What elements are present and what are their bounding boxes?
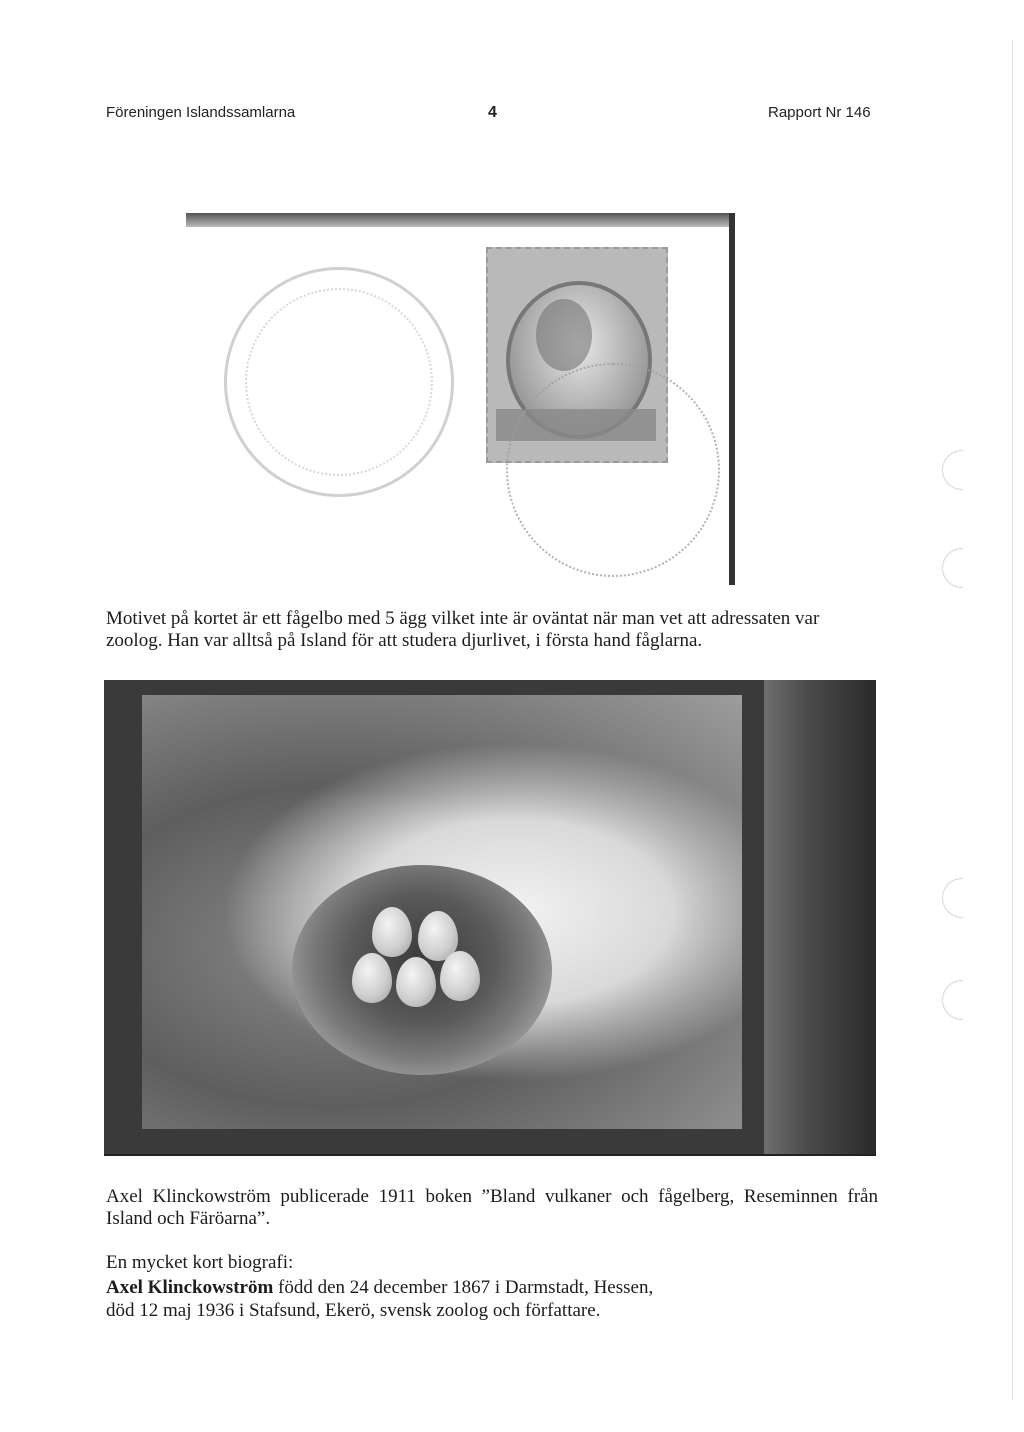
cancellation-ring — [506, 363, 720, 577]
binder-hole — [942, 878, 963, 918]
paragraph-motif: Motivet på kortet är ett fågelbo med 5 ägg vilket inte är oväntat när man vet att adressaten var zoolog. Han var alltså på Island för att studera djurlivet, i första hand fåglarna. — [106, 608, 820, 651]
card-right-edge — [729, 213, 735, 585]
paragraph-book: Axel Klinckowström publicerade 1911 boken ”Bland vulkaner och fågelberg, Reseminnen från Island och Färöarna”. — [106, 1186, 878, 1229]
bio-line-1 — [106, 1277, 878, 1299]
photo-right-strip — [764, 680, 876, 1154]
card-top-edge — [186, 213, 735, 227]
photo-main-area — [142, 695, 742, 1129]
bio-line-2: död 12 maj 1936 i Stafsund, Ekerö, svensk zoolog och författare. — [106, 1300, 601, 1321]
paragraph-bio-intro: En mycket kort biografi: — [106, 1252, 294, 1273]
header-association-name: Föreningen Islandssamlarna — [106, 104, 296, 121]
stamp-portrait-head — [536, 299, 592, 371]
egg — [440, 951, 480, 1001]
egg — [352, 953, 392, 1003]
photo-bottom-rule — [104, 1154, 876, 1156]
header-report-number: Rapport Nr 146 — [768, 104, 871, 121]
binder-hole — [942, 548, 963, 588]
bio-birth: född den 24 december 1867 i Darmstadt, Hessen, — [273, 1277, 654, 1298]
binder-hole — [942, 980, 963, 1020]
page-number: 4 — [488, 104, 497, 121]
postmark-circle — [224, 267, 454, 497]
egg — [396, 957, 436, 1007]
page-edge — [1012, 40, 1013, 1400]
binder-hole — [942, 450, 963, 490]
postmark-inner-ring — [245, 288, 433, 476]
bio-name: Axel Klinckowström — [106, 1277, 274, 1298]
postcard-stamp-image — [186, 213, 735, 585]
nest-photograph — [104, 680, 876, 1154]
egg — [372, 907, 412, 957]
